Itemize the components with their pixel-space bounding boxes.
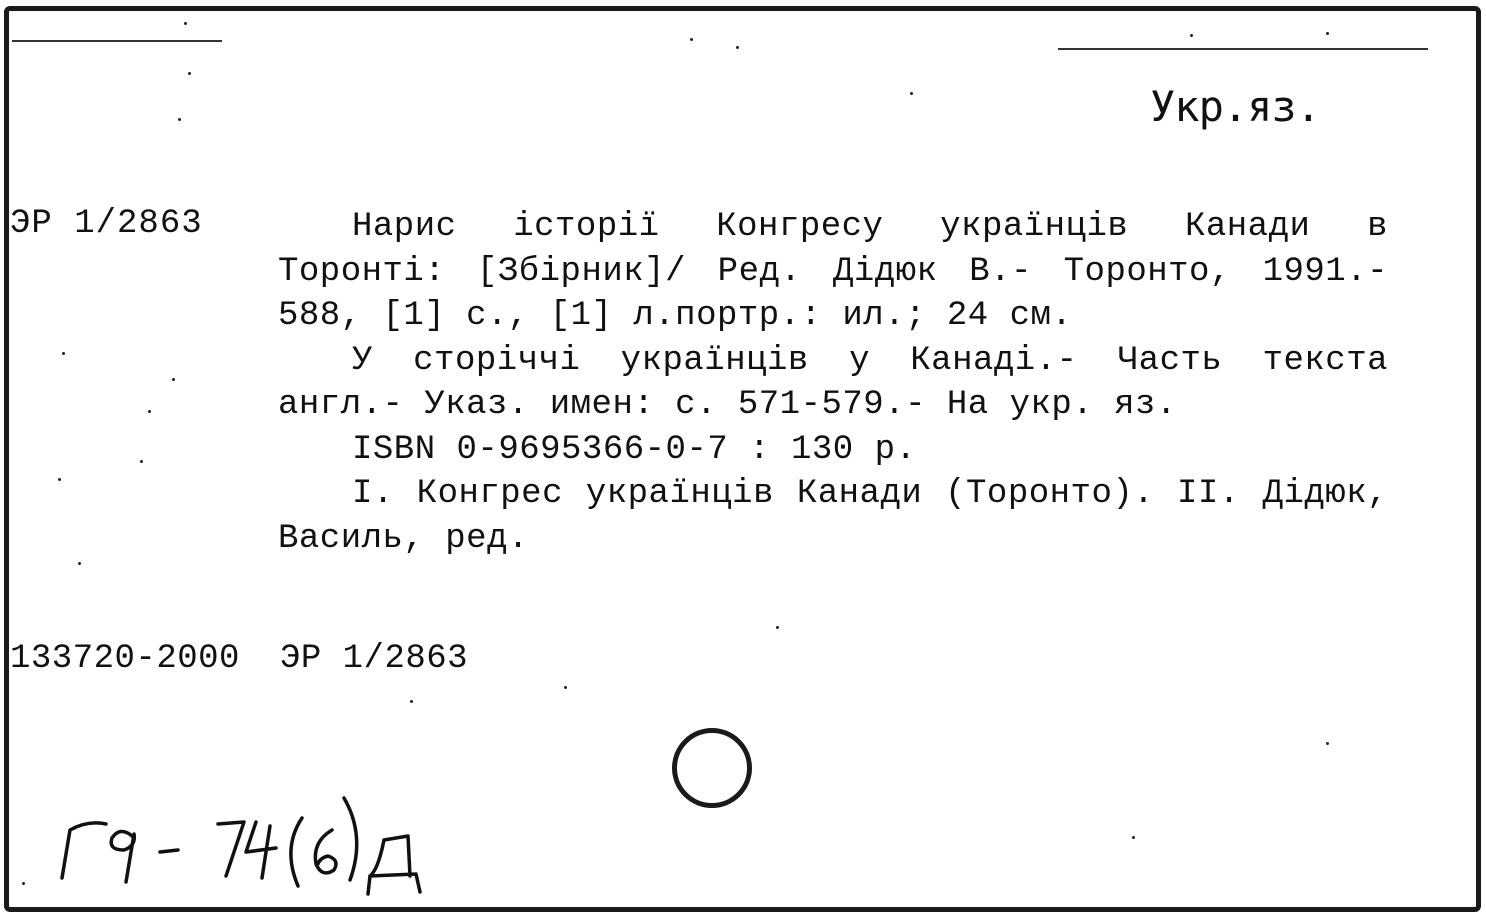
scan-speck bbox=[188, 72, 191, 75]
description-notes-paragraph: У сторіччі українців у Канаді.- Часть текста англ.- Указ. имен: с. 571-579.- На укр. яз. bbox=[278, 341, 1388, 424]
language-note: Укр.яз. bbox=[1150, 82, 1321, 131]
scan-speck bbox=[1190, 34, 1193, 37]
top-left-rule bbox=[12, 40, 222, 42]
scan-speck bbox=[564, 686, 567, 689]
scan-speck bbox=[148, 410, 151, 413]
scan-speck bbox=[410, 700, 413, 703]
scan-speck bbox=[184, 22, 187, 25]
scan-speck bbox=[776, 626, 779, 629]
bibliographic-description bbox=[278, 205, 1388, 561]
shelf-mark: ЭР 1/2863 bbox=[10, 205, 203, 243]
scan-speck bbox=[910, 92, 913, 95]
description-isbn-paragraph: ISBN 0-9695366-0-7 : 130 р. bbox=[352, 430, 917, 469]
scan-speck bbox=[178, 118, 181, 121]
scan-speck bbox=[736, 46, 739, 49]
scan-speck bbox=[140, 460, 143, 463]
scan-speck bbox=[1132, 836, 1135, 839]
scan-speck bbox=[58, 478, 61, 481]
description-title-paragraph: Нарис історії Конгресу українців Канади в Торонті: [Збірник]/ Ред. Дідюк В.- Торонто, 1991.- 588, [1] с., [1] л.портр.: ил.; 24 см. bbox=[278, 208, 1388, 335]
scan-speck bbox=[22, 882, 25, 885]
inventory-number: 133720-2000 bbox=[10, 640, 240, 678]
card-punch-hole bbox=[672, 728, 752, 808]
inventory-shelf-mark: ЭР 1/2863 bbox=[279, 640, 469, 678]
scan-speck bbox=[690, 38, 693, 41]
scan-speck bbox=[1326, 32, 1329, 35]
inventory-line bbox=[10, 640, 468, 678]
top-right-rule bbox=[1058, 48, 1428, 50]
scan-speck bbox=[172, 378, 175, 381]
scan-speck bbox=[78, 562, 81, 565]
handwritten-code bbox=[40, 790, 460, 900]
scan-speck bbox=[1326, 742, 1329, 745]
scan-speck bbox=[62, 352, 65, 355]
description-subjects-paragraph: I. Конгрес українців Канади (Торонто). II. Дідюк, Василь, ред. bbox=[278, 475, 1388, 558]
